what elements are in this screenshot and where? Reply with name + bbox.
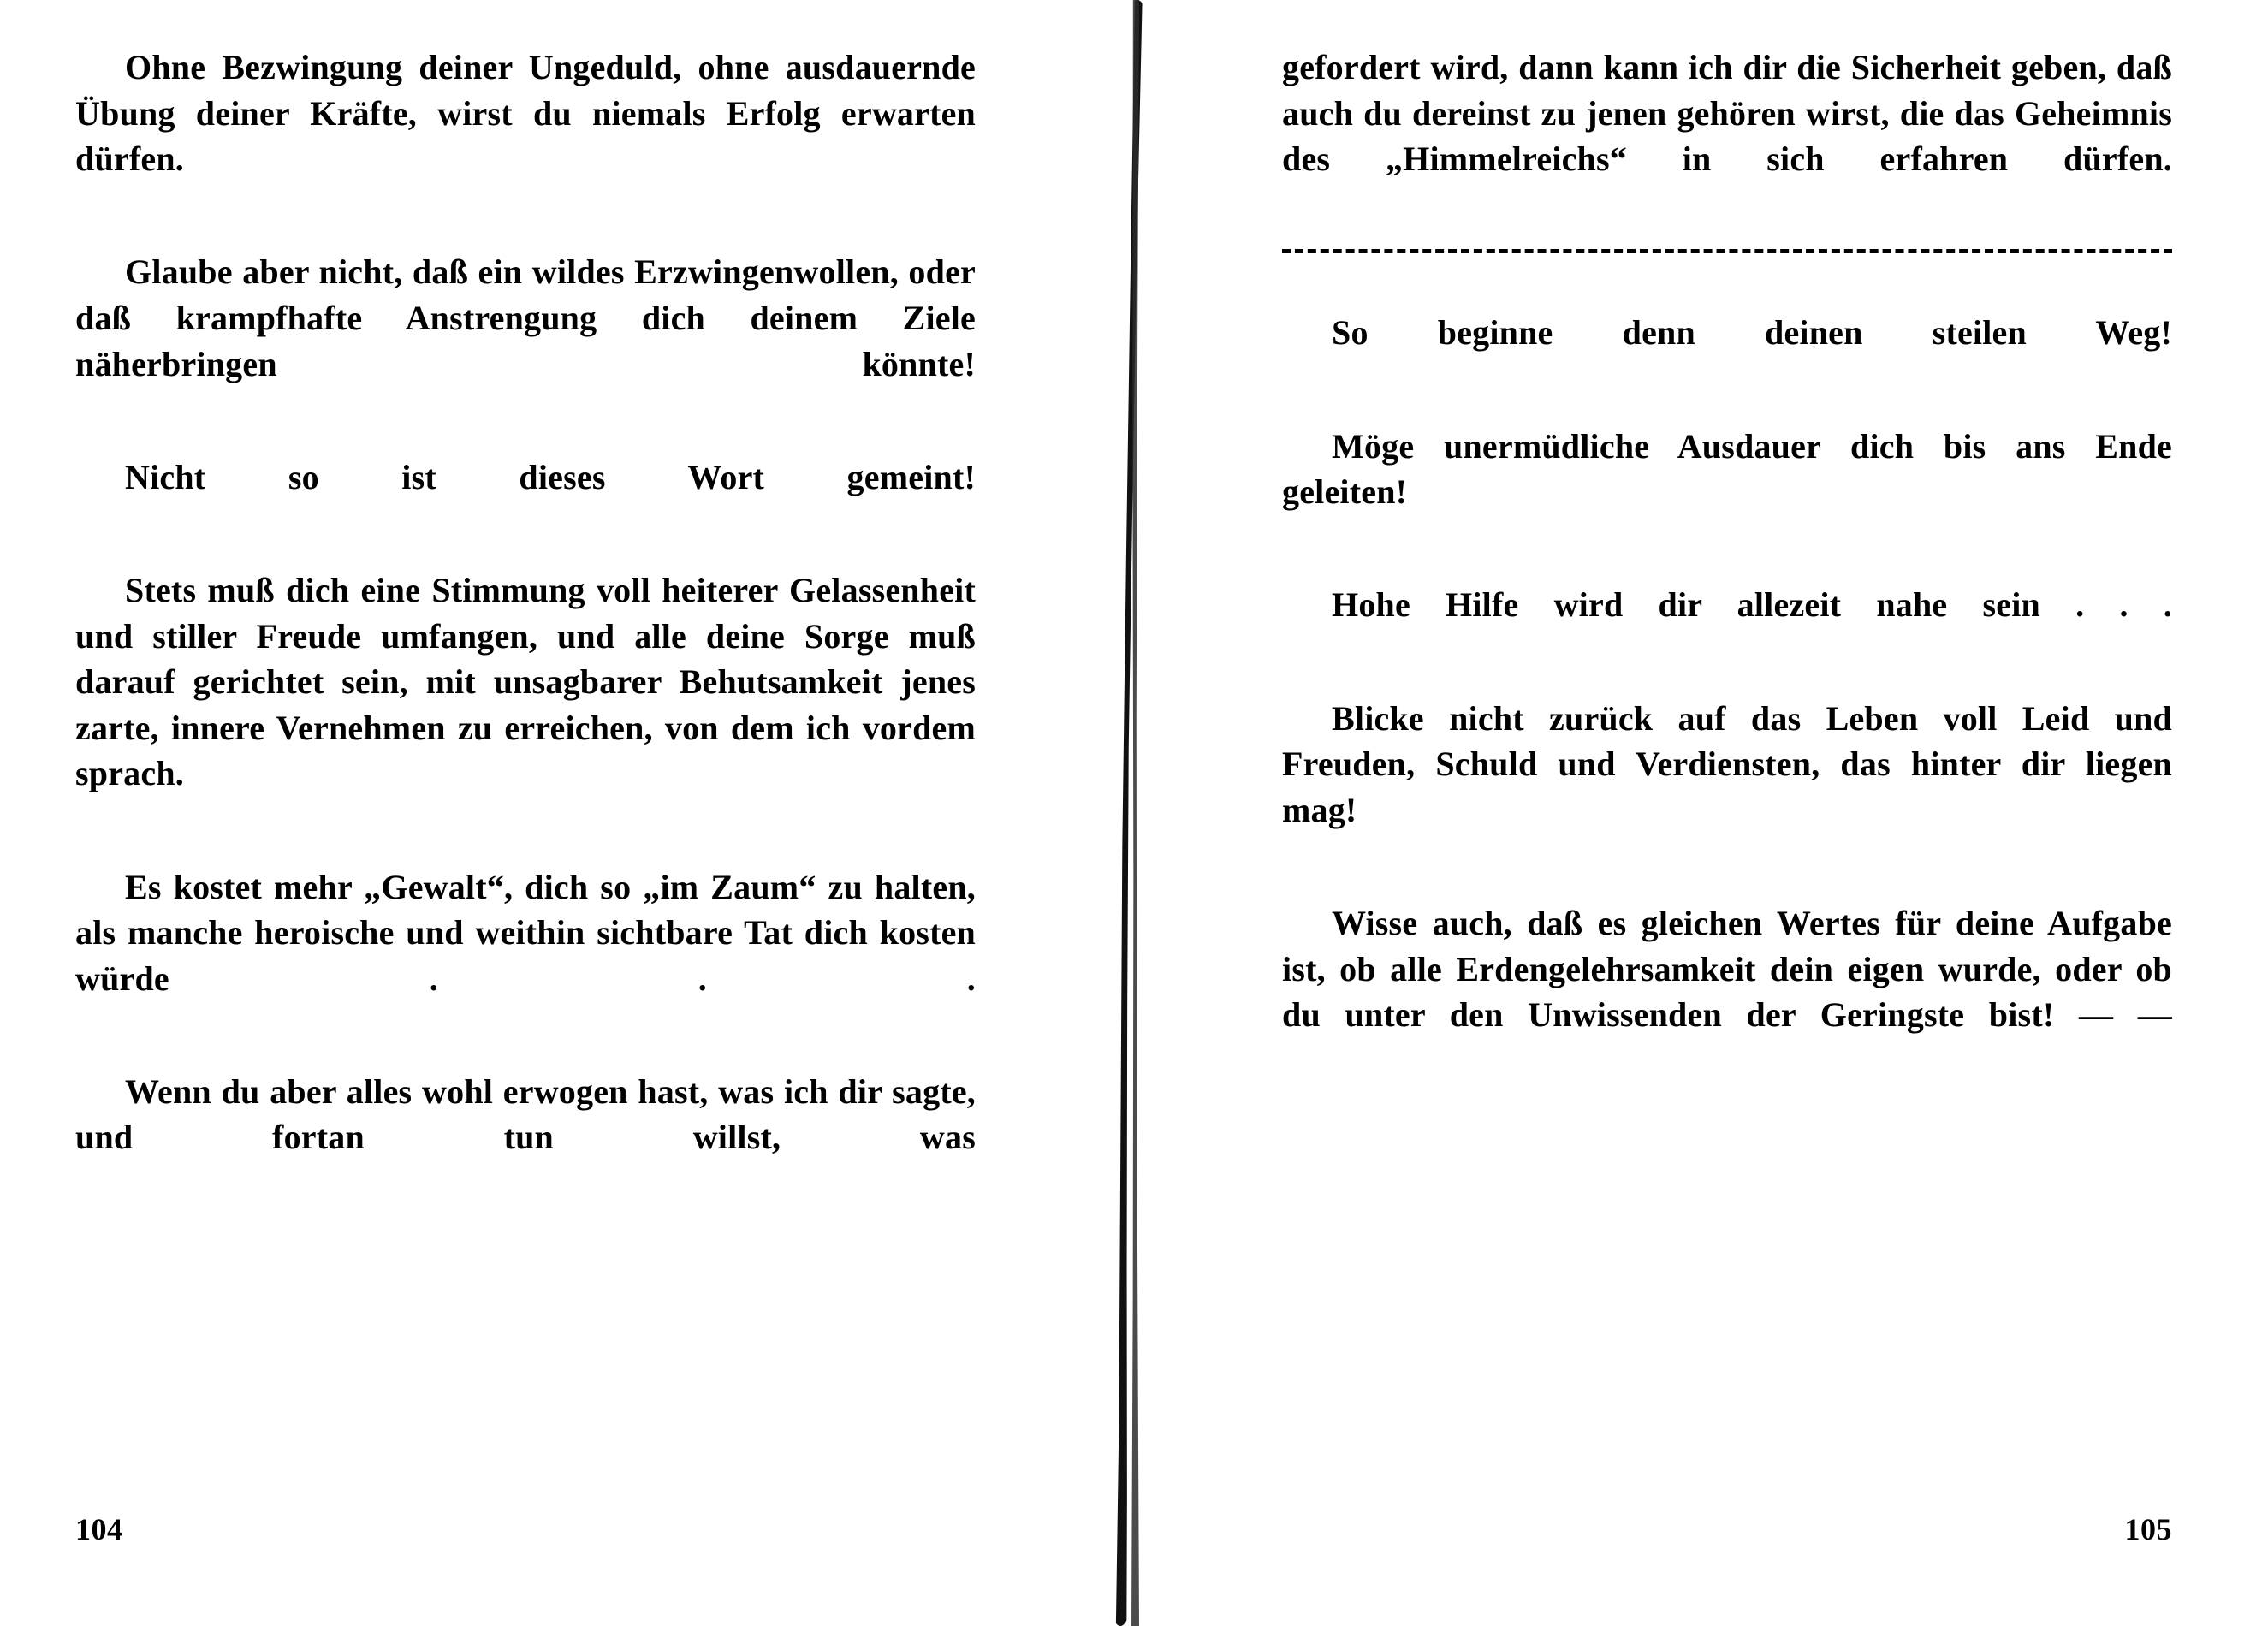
paragraph: Wisse auch, daß es gleichen Wertes für deine Aufgabe ist, ob alle Erdengelehrsamkeit dein eigen wurde, oder ob du unter den Unwissenden der Geringste bist! — — [1282, 903, 2172, 1035]
right-page [1181, 0, 2268, 1626]
paragraph: Blicke nicht zurück auf das Leben voll Leid und Freuden, Schuld und Verdiensten, das hinter dir liegen mag! [1282, 698, 2172, 829]
page-number-right: 105 [2124, 1512, 2172, 1546]
book-gutter [1087, 0, 1181, 1626]
paragraph: Ohne Bezwingung deiner Ungeduld, ohne ausdauernde Übung deiner Kräfte, wirst du niemals Erfolg erwarten dürfen. [75, 48, 976, 179]
paragraph: Es kostet mehr „Gewalt“, dich so „im Zaum“ zu halten, als manche heroische und weithin sichtbare Tat dich kosten würde . . . [75, 867, 976, 998]
page-number-left: 104 [75, 1512, 123, 1546]
paragraph: Nicht so ist dieses Wort gemeint! [125, 457, 976, 496]
dashed-divider [1282, 249, 2172, 253]
paragraph: Glaube aber nicht, daß ein wildes Erzwingenwollen, oder daß krampfhafte Anstrengung dich deinem Ziele näherbringen könnte! [75, 252, 976, 383]
paragraph-continued: gefordert wird, dann kann ich dir die Sicherheit geben, daß auch du dereinst zu jenen gehören wirst, die das Geheimnis des „Himmelreichs“ in sich erfahren dürfen. [1282, 48, 2172, 179]
paragraph: Möge unermüdliche Ausdauer dich bis ans Ende geleiten! [1282, 426, 2172, 512]
right-page-body [1282, 45, 2172, 1083]
paragraph: Hohe Hilfe wird dir allezeit nahe sein . . . [1332, 585, 2172, 625]
paragraph: So beginne denn deinen steilen Weg! [1332, 313, 2172, 353]
left-page-body [75, 45, 976, 1207]
paragraph: Wenn du aber alles wohl erwogen hast, was ich dir sagte, und fortan tun willst, was [75, 1071, 976, 1157]
binding-shadow [1109, 0, 1149, 1626]
left-page [0, 0, 1087, 1626]
paragraph: Stets muß dich eine Stimmung voll heiterer Gelassenheit und stiller Freude umfangen, und alle deine Sorge muß darauf gerichtet sein, mit unsagbarer Behutsamkeit jenes zarte, innere Vernehmen zu erreichen, von dem ich vordem sprach. [75, 570, 976, 793]
